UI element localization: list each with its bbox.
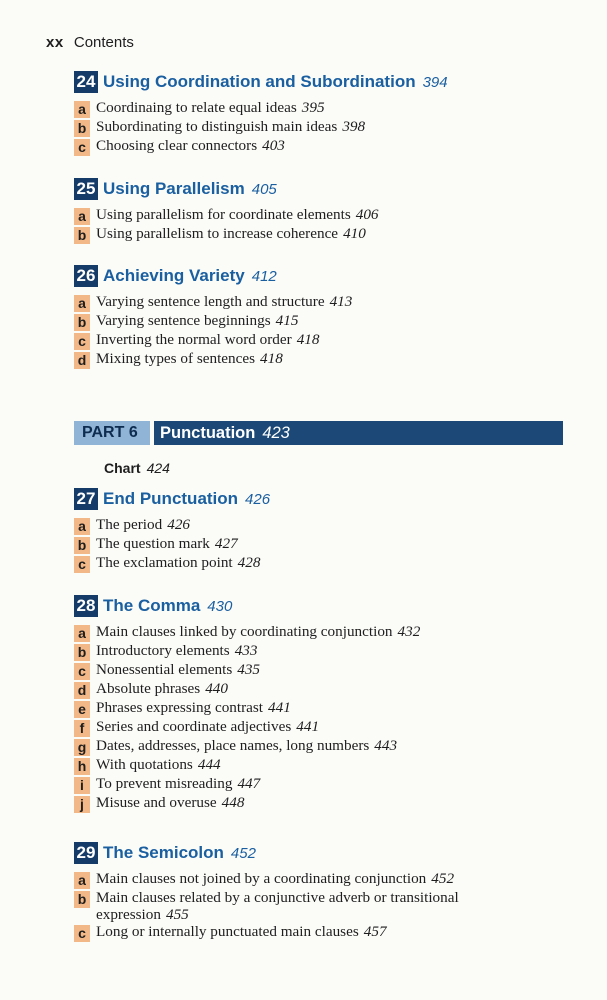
section-title: The question mark xyxy=(96,535,210,552)
section-item[interactable] xyxy=(74,737,420,756)
chart-entry[interactable] xyxy=(104,460,170,476)
chapter-title-row[interactable] xyxy=(74,487,270,511)
chapter-title-row[interactable] xyxy=(74,841,516,865)
section-page: 443 xyxy=(374,737,398,754)
section-letter: b xyxy=(74,314,90,331)
chapter-number: 29 xyxy=(74,842,98,864)
section-item[interactable] xyxy=(74,118,448,137)
section-title: Nonessential elements xyxy=(96,661,233,678)
section-letter: a xyxy=(74,295,90,312)
section-page: 410 xyxy=(343,225,366,242)
section-letter: a xyxy=(74,625,90,642)
section-title: Using parallelism for coordinate elements xyxy=(96,206,351,223)
section-item[interactable] xyxy=(74,642,420,661)
section-title: Main clauses not joined by a coordinating conjunction xyxy=(96,870,427,887)
part-title: Punctuation xyxy=(160,424,256,442)
chapter-page: 430 xyxy=(207,597,233,615)
section-letter: b xyxy=(74,227,90,244)
section-page: 395 xyxy=(301,99,325,116)
section-letter: h xyxy=(74,758,90,775)
section-title: Mixing types of sentences xyxy=(96,350,256,367)
section-letter: d xyxy=(74,352,90,369)
section-letter: g xyxy=(74,739,90,756)
section-page: 447 xyxy=(237,775,261,792)
section-title: Inverting the normal word order xyxy=(96,331,292,348)
section-title: Misuse and overuse xyxy=(96,794,217,811)
section-title: Main clauses linked by coordinating conjunction xyxy=(96,623,393,640)
chart-page: 424 xyxy=(146,460,170,476)
chapter-title-row[interactable] xyxy=(74,594,420,618)
section-title: Varying sentence length and structure xyxy=(96,293,325,310)
section-item[interactable] xyxy=(74,137,448,156)
section-title: Main clauses related by a conjunctive adverb or transitional expression xyxy=(96,889,459,923)
section-item[interactable] xyxy=(74,554,270,573)
section-page: 440 xyxy=(205,680,228,697)
section-title: Subordinating to distinguish main ideas xyxy=(96,118,338,135)
section-letter: c xyxy=(74,333,90,350)
section-page: 457 xyxy=(363,923,387,940)
chapter-title: The Semicolon xyxy=(103,843,224,862)
chapter-number: 24 xyxy=(74,71,98,93)
section-item[interactable] xyxy=(74,794,420,813)
section-title: Introductory elements xyxy=(96,642,230,659)
section-item[interactable] xyxy=(74,680,420,699)
section-item[interactable] xyxy=(74,535,270,554)
part-6-banner[interactable] xyxy=(74,421,563,445)
section-item[interactable] xyxy=(74,331,352,350)
section-title: Series and coordinate adjectives xyxy=(96,718,292,735)
section-page: 455 xyxy=(165,906,189,923)
section-letter: b xyxy=(74,644,90,661)
section-item[interactable] xyxy=(74,293,352,312)
section-letter: e xyxy=(74,701,90,718)
chapter-page: 412 xyxy=(251,267,277,285)
section-letter: a xyxy=(74,518,90,535)
chapter-number: 27 xyxy=(74,488,98,510)
section-letter: i xyxy=(74,777,90,794)
section-page: 427 xyxy=(214,535,238,552)
part-label: PART 6 xyxy=(74,421,150,445)
section-item[interactable] xyxy=(74,99,448,118)
section-item[interactable] xyxy=(74,225,379,244)
section-item[interactable] xyxy=(74,699,420,718)
section-item[interactable] xyxy=(74,206,379,225)
section-letter: c xyxy=(74,139,90,156)
section-title: The period xyxy=(96,516,163,533)
page-number: xx xyxy=(46,34,64,51)
chapter-27[interactable] xyxy=(74,487,270,573)
section-letter: j xyxy=(74,796,90,813)
section-page: 435 xyxy=(237,661,261,678)
section-item[interactable] xyxy=(74,756,420,775)
section-title: Absolute phrases xyxy=(96,680,201,697)
section-page: 418 xyxy=(260,350,283,367)
section-item[interactable] xyxy=(74,516,270,535)
chapter-title-row[interactable] xyxy=(74,70,448,94)
section-title: Phrases expressing contrast xyxy=(96,699,264,716)
section-page: 403 xyxy=(262,137,285,154)
section-title: Choosing clear connectors xyxy=(96,137,258,154)
section-page: 433 xyxy=(234,642,258,659)
section-letter: a xyxy=(74,872,90,889)
chart-label: Chart xyxy=(104,460,141,476)
part-title-box xyxy=(154,421,563,445)
section-title: To prevent misreading xyxy=(96,775,233,792)
chapter-29[interactable] xyxy=(74,841,516,942)
section-title: Using parallelism to increase coherence xyxy=(96,225,339,242)
chapter-page: 405 xyxy=(251,180,277,198)
section-letter: d xyxy=(74,682,90,699)
section-letter: c xyxy=(74,925,90,942)
chapter-page: 452 xyxy=(230,844,256,862)
section-page: 452 xyxy=(431,870,455,887)
section-page: 398 xyxy=(342,118,366,135)
header-title: Contents xyxy=(73,34,134,51)
chapter-24[interactable] xyxy=(74,70,448,156)
chapter-page: 426 xyxy=(245,490,271,508)
section-item[interactable] xyxy=(74,350,352,369)
section-page: 413 xyxy=(329,293,353,310)
chapter-25[interactable] xyxy=(74,177,379,244)
section-letter: f xyxy=(74,720,90,737)
section-page: 441 xyxy=(296,718,320,735)
section-title: Coordinaing to relate equal ideas xyxy=(96,99,297,116)
section-item[interactable] xyxy=(74,870,516,889)
section-title: Long or internally punctuated main clauses xyxy=(96,923,359,940)
section-page: 441 xyxy=(268,699,291,716)
section-letter: b xyxy=(74,891,90,908)
section-page: 406 xyxy=(355,206,379,223)
section-item[interactable] xyxy=(74,312,352,331)
chapter-title-row[interactable] xyxy=(74,264,352,288)
section-page: 432 xyxy=(397,623,421,640)
chapter-title: Using Parallelism xyxy=(103,179,245,198)
chapter-title: Using Coordination and Subordination xyxy=(103,72,416,91)
section-page: 444 xyxy=(197,756,221,773)
section-letter: b xyxy=(74,120,90,137)
section-letter: b xyxy=(74,537,90,554)
chapter-title: Achieving Variety xyxy=(103,266,245,285)
chapter-number: 28 xyxy=(74,595,98,617)
section-letter: c xyxy=(74,556,90,573)
section-letter: a xyxy=(74,208,90,225)
chapter-number: 26 xyxy=(74,265,98,287)
section-page: 418 xyxy=(296,331,320,348)
section-title: Varying sentence beginnings xyxy=(96,312,271,329)
section-letter: c xyxy=(74,663,90,680)
chapter-title: The Comma xyxy=(103,596,201,615)
chapter-title: End Punctuation xyxy=(103,489,239,508)
section-item[interactable] xyxy=(74,661,420,680)
chapter-page: 394 xyxy=(422,73,448,91)
chapter-title-row[interactable] xyxy=(74,177,379,201)
section-item[interactable] xyxy=(74,775,420,794)
section-page: 415 xyxy=(275,312,299,329)
page-header xyxy=(46,34,134,51)
part-page: 423 xyxy=(262,424,290,442)
section-title: The exclamation point xyxy=(96,554,233,571)
chapter-28[interactable] xyxy=(74,594,420,813)
section-title: With quotations xyxy=(96,756,193,773)
section-item[interactable] xyxy=(74,889,516,923)
section-page: 426 xyxy=(167,516,190,533)
section-letter: a xyxy=(74,101,90,118)
chapter-26[interactable] xyxy=(74,264,352,369)
section-title: Dates, addresses, place names, long numbers xyxy=(96,737,370,754)
section-item[interactable] xyxy=(74,718,420,737)
section-page: 428 xyxy=(237,554,261,571)
chapter-number: 25 xyxy=(74,178,98,200)
section-item[interactable] xyxy=(74,623,420,642)
section-page: 448 xyxy=(221,794,245,811)
section-item[interactable] xyxy=(74,923,516,942)
